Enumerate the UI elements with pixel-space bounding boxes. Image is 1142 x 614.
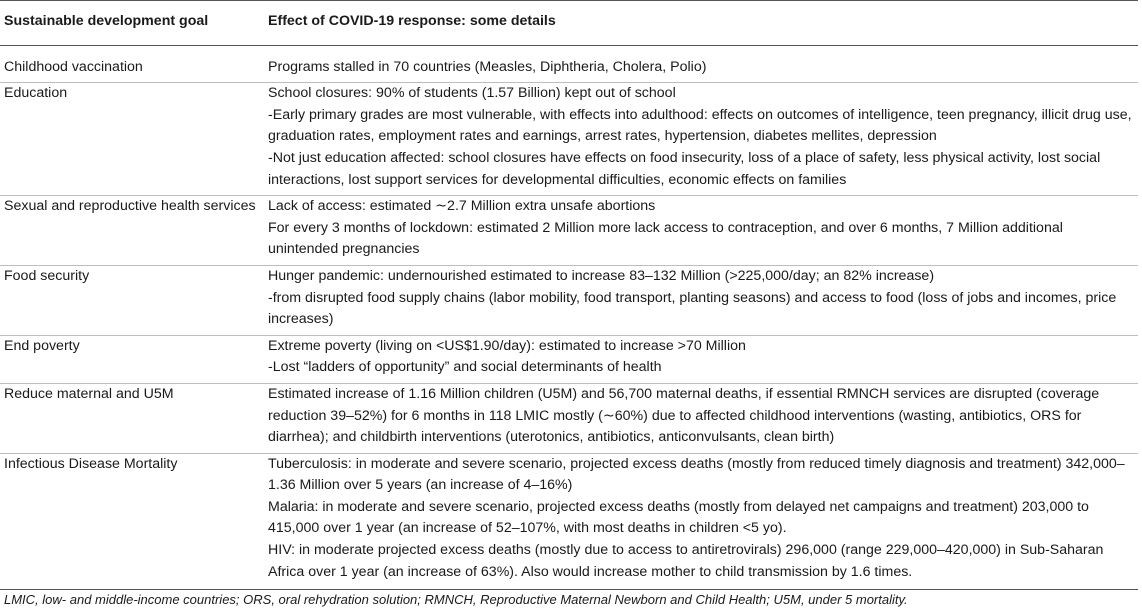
table-footnote: LMIC, low- and middle-income countries; ORS, oral rehydration solution; RMNCH, Reproductive Maternal Newborn and Child Health; U5M, under 5 mortality. xyxy=(4,592,908,607)
details-cell xyxy=(264,45,1138,83)
detail-line: For every 3 months of lockdown: estimated 2 Million more lack access to contraception, and over 6 months, 7 Million additional unintended pregnancies xyxy=(268,219,1063,258)
goal-cell: Infectious Disease Mortality xyxy=(0,453,264,590)
details-cell xyxy=(264,265,1138,335)
table-row xyxy=(0,265,1138,335)
detail-line: Programs stalled in 70 countries (Measles, Diphtheria, Cholera, Polio) xyxy=(268,58,707,75)
detail-line: Tuberculosis: in moderate and severe scenario, projected excess deaths (mostly from reduced timely diagnosis and treatment) 342,000–1.36 Million over 5 years (an increase of 4–16%) xyxy=(268,455,1125,494)
goal-cell: Childhood vaccination xyxy=(0,45,264,83)
table-row xyxy=(0,45,1138,83)
detail-line: Extreme poverty (living on <US$1.90/day): estimated to increase >70 Million xyxy=(268,337,746,354)
details-cell xyxy=(264,83,1138,196)
detail-line: -Not just education affected: school closures have effects on food insecurity, loss of a place of safety, less physical activity, lost social interactions, lost support services for developmental difficulties, economic effects on families xyxy=(268,149,1101,188)
detail-line: Malaria: in moderate and severe scenario, projected excess deaths (mostly from delayed net campaigns and treatment) 203,000 to 415,000 over 1 year (an increase of 52–107%, with most deaths in children <5 yo). xyxy=(268,498,1089,537)
header-goal: Sustainable development goal xyxy=(0,1,264,46)
detail-line: Hunger pandemic: undernourished estimated to increase 83–132 Million (>225,000/day; an 82% increase) xyxy=(268,267,935,284)
detail-line: Estimated increase of 1.16 Million children (U5M) and 56,700 maternal deaths, if essential RMNCH services are disrupted (coverage reduction 39–52%) for 6 months in 118 LMIC mostly (∼60%) due to affected childhood interventions (wasting, antibiotics, ORS for diarrhea); and childbirth interventions (uterotonics, antibiotics, anticonvulsants, clean birth) xyxy=(268,385,1100,446)
details-cell xyxy=(264,196,1138,266)
goal-cell: Reduce maternal and U5M xyxy=(0,383,264,453)
table-row xyxy=(0,383,1138,453)
header-details: Effect of COVID-19 response: some details xyxy=(264,1,1138,46)
table-row xyxy=(0,83,1138,196)
table-row xyxy=(0,335,1138,383)
details-cell xyxy=(264,383,1138,453)
detail-line: -Early primary grades are most vulnerable, with effects into adulthood: effects on outcomes of intelligence, teen pregnancy, illicit drug use, graduation rates, employment rates and earnings, arrest rates, hypertension, diabetes mellites, depression xyxy=(268,106,1132,145)
details-cell xyxy=(264,453,1138,590)
goal-cell: Sexual and reproductive health services xyxy=(0,196,264,266)
details-cell xyxy=(264,335,1138,383)
detail-line: -from disrupted food supply chains (labor mobility, food transport, planting seasons) and access to food (loss of jobs and incomes, price increases) xyxy=(268,289,1117,328)
detail-line: HIV: in moderate projected excess deaths (mostly due to access to antiretrovirals) 296,000 (range 229,000–420,000) in Sub-Saharan Africa over 1 year (an increase of 63%). Also would increase mother to child transmission by 1.6 times. xyxy=(268,542,1104,580)
detail-line: School closures: 90% of students (1.57 Billion) kept out of school xyxy=(268,85,676,102)
table-row xyxy=(0,453,1138,590)
goal-cell: Education xyxy=(0,83,264,196)
table-row xyxy=(0,196,1138,266)
goal-cell: Food security xyxy=(0,265,264,335)
table-header-row xyxy=(0,1,1138,46)
detail-line: Lack of access: estimated ∼2.7 Million extra unsafe abortions xyxy=(268,198,656,215)
detail-line: -Lost “ladders of opportunity” and social determinants of health xyxy=(268,359,662,376)
goal-cell: End poverty xyxy=(0,335,264,383)
